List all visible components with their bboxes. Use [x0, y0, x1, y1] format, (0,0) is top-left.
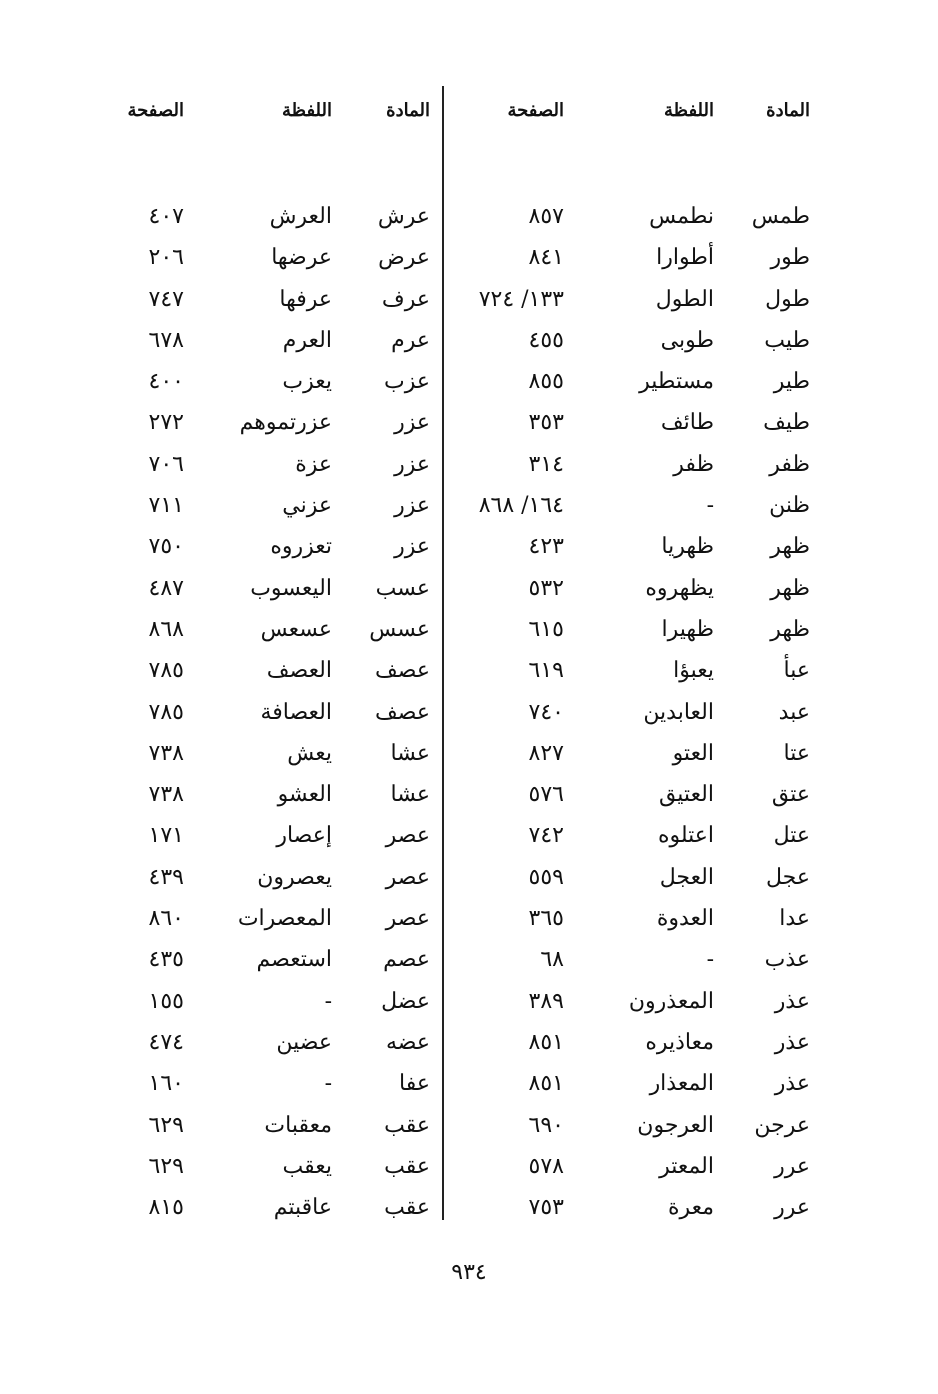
entry-root: عزب [384, 369, 430, 395]
entry-word: يعصرون [257, 864, 332, 890]
entry-root: عتل [773, 823, 810, 849]
table-row [462, 857, 822, 898]
entry-root: عذر [774, 1029, 810, 1055]
entry-page: ٦١٩ [528, 658, 564, 684]
entry-page: ٨٦٨ [148, 616, 184, 642]
table-row [112, 815, 442, 856]
entry-word: العرم [282, 327, 332, 353]
entry-root: عبد [778, 699, 810, 725]
entry-root: عرر [774, 1195, 810, 1221]
table-row [462, 939, 822, 980]
entry-word: أطوارا [656, 245, 714, 271]
entry-page: ٧٣٨ [148, 740, 184, 766]
table-row [112, 196, 442, 237]
entry-page: ٥٧٦ [528, 782, 564, 808]
entry-word: عزرتموهم [239, 410, 332, 436]
entry-page: ٤٧٤ [148, 1029, 184, 1055]
entry-root: عزر [394, 534, 430, 560]
entry-root: عضه [386, 1029, 430, 1055]
entry-word: المعذرون [628, 988, 714, 1014]
entry-page: ٥٧٨ [528, 1153, 564, 1179]
table-row [112, 568, 442, 609]
entry-word: عسعس [260, 616, 332, 642]
entry-word: ظهيرا [661, 616, 714, 642]
entry-word: يعش [287, 740, 332, 766]
entry-word: العصف [266, 658, 332, 684]
table-row [462, 898, 822, 939]
entry-root: ظهر [770, 616, 810, 642]
entry-page: ٧١١ [148, 493, 184, 519]
table-row [112, 609, 442, 650]
table-row [112, 692, 442, 733]
table-row [112, 857, 442, 898]
entry-root: عتا [783, 740, 810, 766]
entry-word: العرجون [637, 1112, 714, 1138]
entry-word: ظفر [673, 451, 714, 477]
table-row [112, 402, 442, 443]
entry-page: ٧٥٣ [528, 1195, 564, 1221]
entry-word: - [324, 1071, 332, 1097]
entry-word: اليعسوب [250, 575, 332, 601]
entry-page: ٥٣٢ [528, 575, 564, 601]
entry-page: ٦١٥ [528, 616, 564, 642]
entry-root: عزر [394, 493, 430, 519]
entry-page: ٨٥١ [528, 1029, 564, 1055]
entry-page: ٧٣٨ [148, 782, 184, 808]
table-row [112, 1063, 442, 1104]
entry-root: طيب [764, 327, 810, 353]
entry-word: طوبى [660, 327, 714, 353]
table-row [462, 485, 822, 526]
header-word: اللفظة [282, 100, 332, 121]
entry-word: العصافة [260, 699, 332, 725]
entry-root: عقب [384, 1153, 430, 1179]
entry-root: عرش [377, 204, 430, 229]
entry-page: ٣٥٣ [528, 410, 564, 436]
entry-word: - [706, 493, 714, 519]
entry-page: ٧٨٥ [148, 658, 184, 684]
entry-word: طائف [660, 410, 714, 436]
entry-word: معاذيره [645, 1029, 714, 1055]
entry-word: عرضها [271, 245, 332, 271]
entry-page: ٢٧٢ [148, 410, 184, 436]
entry-page: ٤٣٥ [148, 947, 184, 973]
entry-word: يظهروه [645, 575, 714, 601]
page-number: ٩٣٤ [451, 1260, 487, 1285]
table-row [462, 361, 822, 402]
entry-root: عبأ [783, 658, 810, 684]
table-row [462, 196, 822, 237]
entry-page: ٤٠٧ [148, 204, 184, 229]
entry-page: ٣١٤ [528, 451, 564, 477]
entry-word: المعتر [659, 1153, 714, 1179]
entry-word: عاقبتم [273, 1195, 332, 1221]
index-table-right [462, 92, 822, 1228]
entry-root: عذب [764, 947, 810, 973]
entry-word: - [324, 988, 332, 1014]
entry-root: ظهر [770, 534, 810, 560]
entry-root: طول [765, 286, 810, 312]
entry-word: المعصرات [237, 906, 332, 932]
entry-root: عرجن [754, 1112, 810, 1138]
table-row [112, 237, 442, 278]
entry-root: عشا [390, 782, 430, 808]
table-row [112, 526, 442, 567]
entry-word: استعصم [256, 947, 332, 973]
entry-page: ٧٠٦ [148, 451, 184, 477]
entry-word: معقبات [264, 1112, 332, 1138]
table-row [462, 981, 822, 1022]
table-row [112, 1146, 442, 1187]
index-table-left [112, 92, 442, 1228]
entry-word: مستطير [639, 369, 714, 395]
entry-page: ٦٢٩ [148, 1153, 184, 1179]
entry-page: ٦٢٩ [148, 1112, 184, 1138]
entry-root: عضل [381, 988, 430, 1014]
entry-root: عجل [766, 864, 810, 890]
entry-root: عصر [385, 823, 430, 849]
entry-root: عرر [774, 1153, 810, 1179]
table-row [462, 279, 822, 320]
entry-root: عسس [369, 616, 430, 642]
entry-root: عصر [385, 906, 430, 932]
entry-page: ١٦٠ [148, 1071, 184, 1097]
entry-page: ٧٤٠ [528, 699, 564, 725]
table-row [112, 1187, 442, 1228]
entry-page: ١٦٤/ ٨٦٨ [478, 493, 564, 519]
table-row [112, 361, 442, 402]
entry-root: طير [773, 369, 810, 395]
entry-page: ٨٤١ [528, 245, 564, 271]
header-page: الصفحة [507, 100, 564, 121]
header-root: المادة [766, 100, 810, 121]
table-row [112, 774, 442, 815]
table-row [462, 650, 822, 691]
entry-root: عرف [381, 286, 430, 312]
entry-word: إعصار [276, 823, 332, 849]
entry-root: طيف [763, 410, 810, 436]
table-row [462, 568, 822, 609]
entry-word: عزني [282, 493, 332, 519]
entry-root: عذر [774, 1071, 810, 1097]
entry-word: العتيق [658, 782, 714, 808]
entry-page: ١٥٥ [148, 988, 184, 1014]
entry-word: العابدين [643, 699, 714, 725]
entry-root: عدا [779, 906, 810, 932]
entry-word: عضين [276, 1029, 332, 1055]
entry-word: يعقب [282, 1153, 332, 1179]
entry-word: العجل [659, 864, 714, 890]
entry-word: معرة [667, 1195, 714, 1221]
table-row [462, 1187, 822, 1228]
table-row [462, 1022, 822, 1063]
table-row [112, 733, 442, 774]
entry-page: ٤٣٩ [148, 864, 184, 890]
entry-page: ٨٥١ [528, 1071, 564, 1097]
table-row [112, 1105, 442, 1146]
table-row [112, 320, 442, 361]
table-row [462, 1146, 822, 1187]
entry-page: ٨٥٧ [528, 204, 564, 229]
entry-page: ٥٥٩ [528, 864, 564, 890]
table-row [462, 733, 822, 774]
table-row [462, 692, 822, 733]
entry-page: ٧٥٠ [148, 534, 184, 560]
entry-word: المعذار [649, 1071, 714, 1097]
table-row [462, 526, 822, 567]
entry-root: عرم [391, 327, 430, 353]
entry-page: ٨٥٥ [528, 369, 564, 395]
entry-root: عفا [399, 1071, 430, 1097]
entry-page: ١٣٣/ ٧٢٤ [478, 286, 564, 312]
entry-page: ٤٨٧ [148, 575, 184, 601]
entry-page: ٧٤٧ [148, 286, 184, 312]
entry-word: يعزب [282, 369, 332, 395]
table-row [112, 444, 442, 485]
entry-word: اعتلوه [657, 823, 714, 849]
entry-root: عصف [375, 658, 430, 684]
entry-page: ٨٢٧ [528, 740, 564, 766]
entry-page: ٣٨٩ [528, 988, 564, 1014]
entry-root: طور [770, 245, 810, 271]
table-row [112, 485, 442, 526]
entry-root: طمس [751, 204, 810, 229]
table-row [112, 981, 442, 1022]
entry-word: نطمس [649, 204, 714, 229]
entry-page: ٣٦٥ [528, 906, 564, 932]
entry-root: عصف [375, 699, 430, 725]
table-header [462, 92, 822, 132]
entry-root: عرض [378, 245, 430, 271]
table-row [462, 609, 822, 650]
entry-word: العدوة [656, 906, 714, 932]
table-row [112, 898, 442, 939]
entry-word: عرفها [279, 286, 332, 312]
entry-root: عصر [385, 864, 430, 890]
header-word: اللفظة [664, 100, 714, 121]
entry-page: ٨٦٠ [148, 906, 184, 932]
table-header [112, 92, 442, 132]
entry-word: العرش [269, 204, 332, 229]
entry-root: عسب [375, 575, 430, 601]
table-row [462, 402, 822, 443]
table-row [112, 1022, 442, 1063]
table-row [112, 279, 442, 320]
entry-root: عشا [390, 740, 430, 766]
entry-word: العشو [277, 782, 332, 808]
entry-page: ١٧١ [148, 823, 184, 849]
column-divider [442, 86, 444, 1220]
entry-word: العتو [672, 740, 714, 766]
entry-word: الطول [655, 286, 714, 312]
table-row [462, 444, 822, 485]
entry-page: ٧٤٢ [528, 823, 564, 849]
entry-root: عقب [384, 1195, 430, 1221]
entry-root: ظفر [769, 451, 810, 477]
table-row [462, 815, 822, 856]
entry-page: ٧٨٥ [148, 699, 184, 725]
entry-page: ٢٠٦ [148, 245, 184, 271]
entry-word: - [706, 947, 714, 973]
entry-root: عذر [774, 988, 810, 1014]
entry-word: يعبؤا [673, 658, 714, 684]
table-row [112, 939, 442, 980]
table-row [112, 650, 442, 691]
entry-page: ٤٠٠ [148, 369, 184, 395]
entry-page: ٦٩٠ [528, 1112, 564, 1138]
table-row [462, 237, 822, 278]
entry-root: عتق [771, 782, 810, 808]
entry-root: عقب [384, 1112, 430, 1138]
table-row [462, 1063, 822, 1104]
entry-root: ظهر [770, 575, 810, 601]
entry-word: تعزروه [270, 534, 332, 560]
entry-root: عزر [394, 410, 430, 436]
entry-word: ظهريا [661, 534, 714, 560]
header-page: الصفحة [127, 100, 184, 121]
table-row [462, 774, 822, 815]
entry-page: ٦٨ [540, 947, 564, 973]
entry-page: ٤٢٣ [528, 534, 564, 560]
entry-page: ٨١٥ [148, 1195, 184, 1221]
entry-word: عزة [295, 451, 332, 477]
entry-root: عصم [383, 947, 430, 973]
table-row [462, 1105, 822, 1146]
table-row [462, 320, 822, 361]
entry-root: ظنن [769, 493, 810, 519]
entry-page: ٦٧٨ [148, 327, 184, 353]
header-root: المادة [386, 100, 430, 121]
entry-root: عزر [394, 451, 430, 477]
entry-page: ٤٥٥ [528, 327, 564, 353]
